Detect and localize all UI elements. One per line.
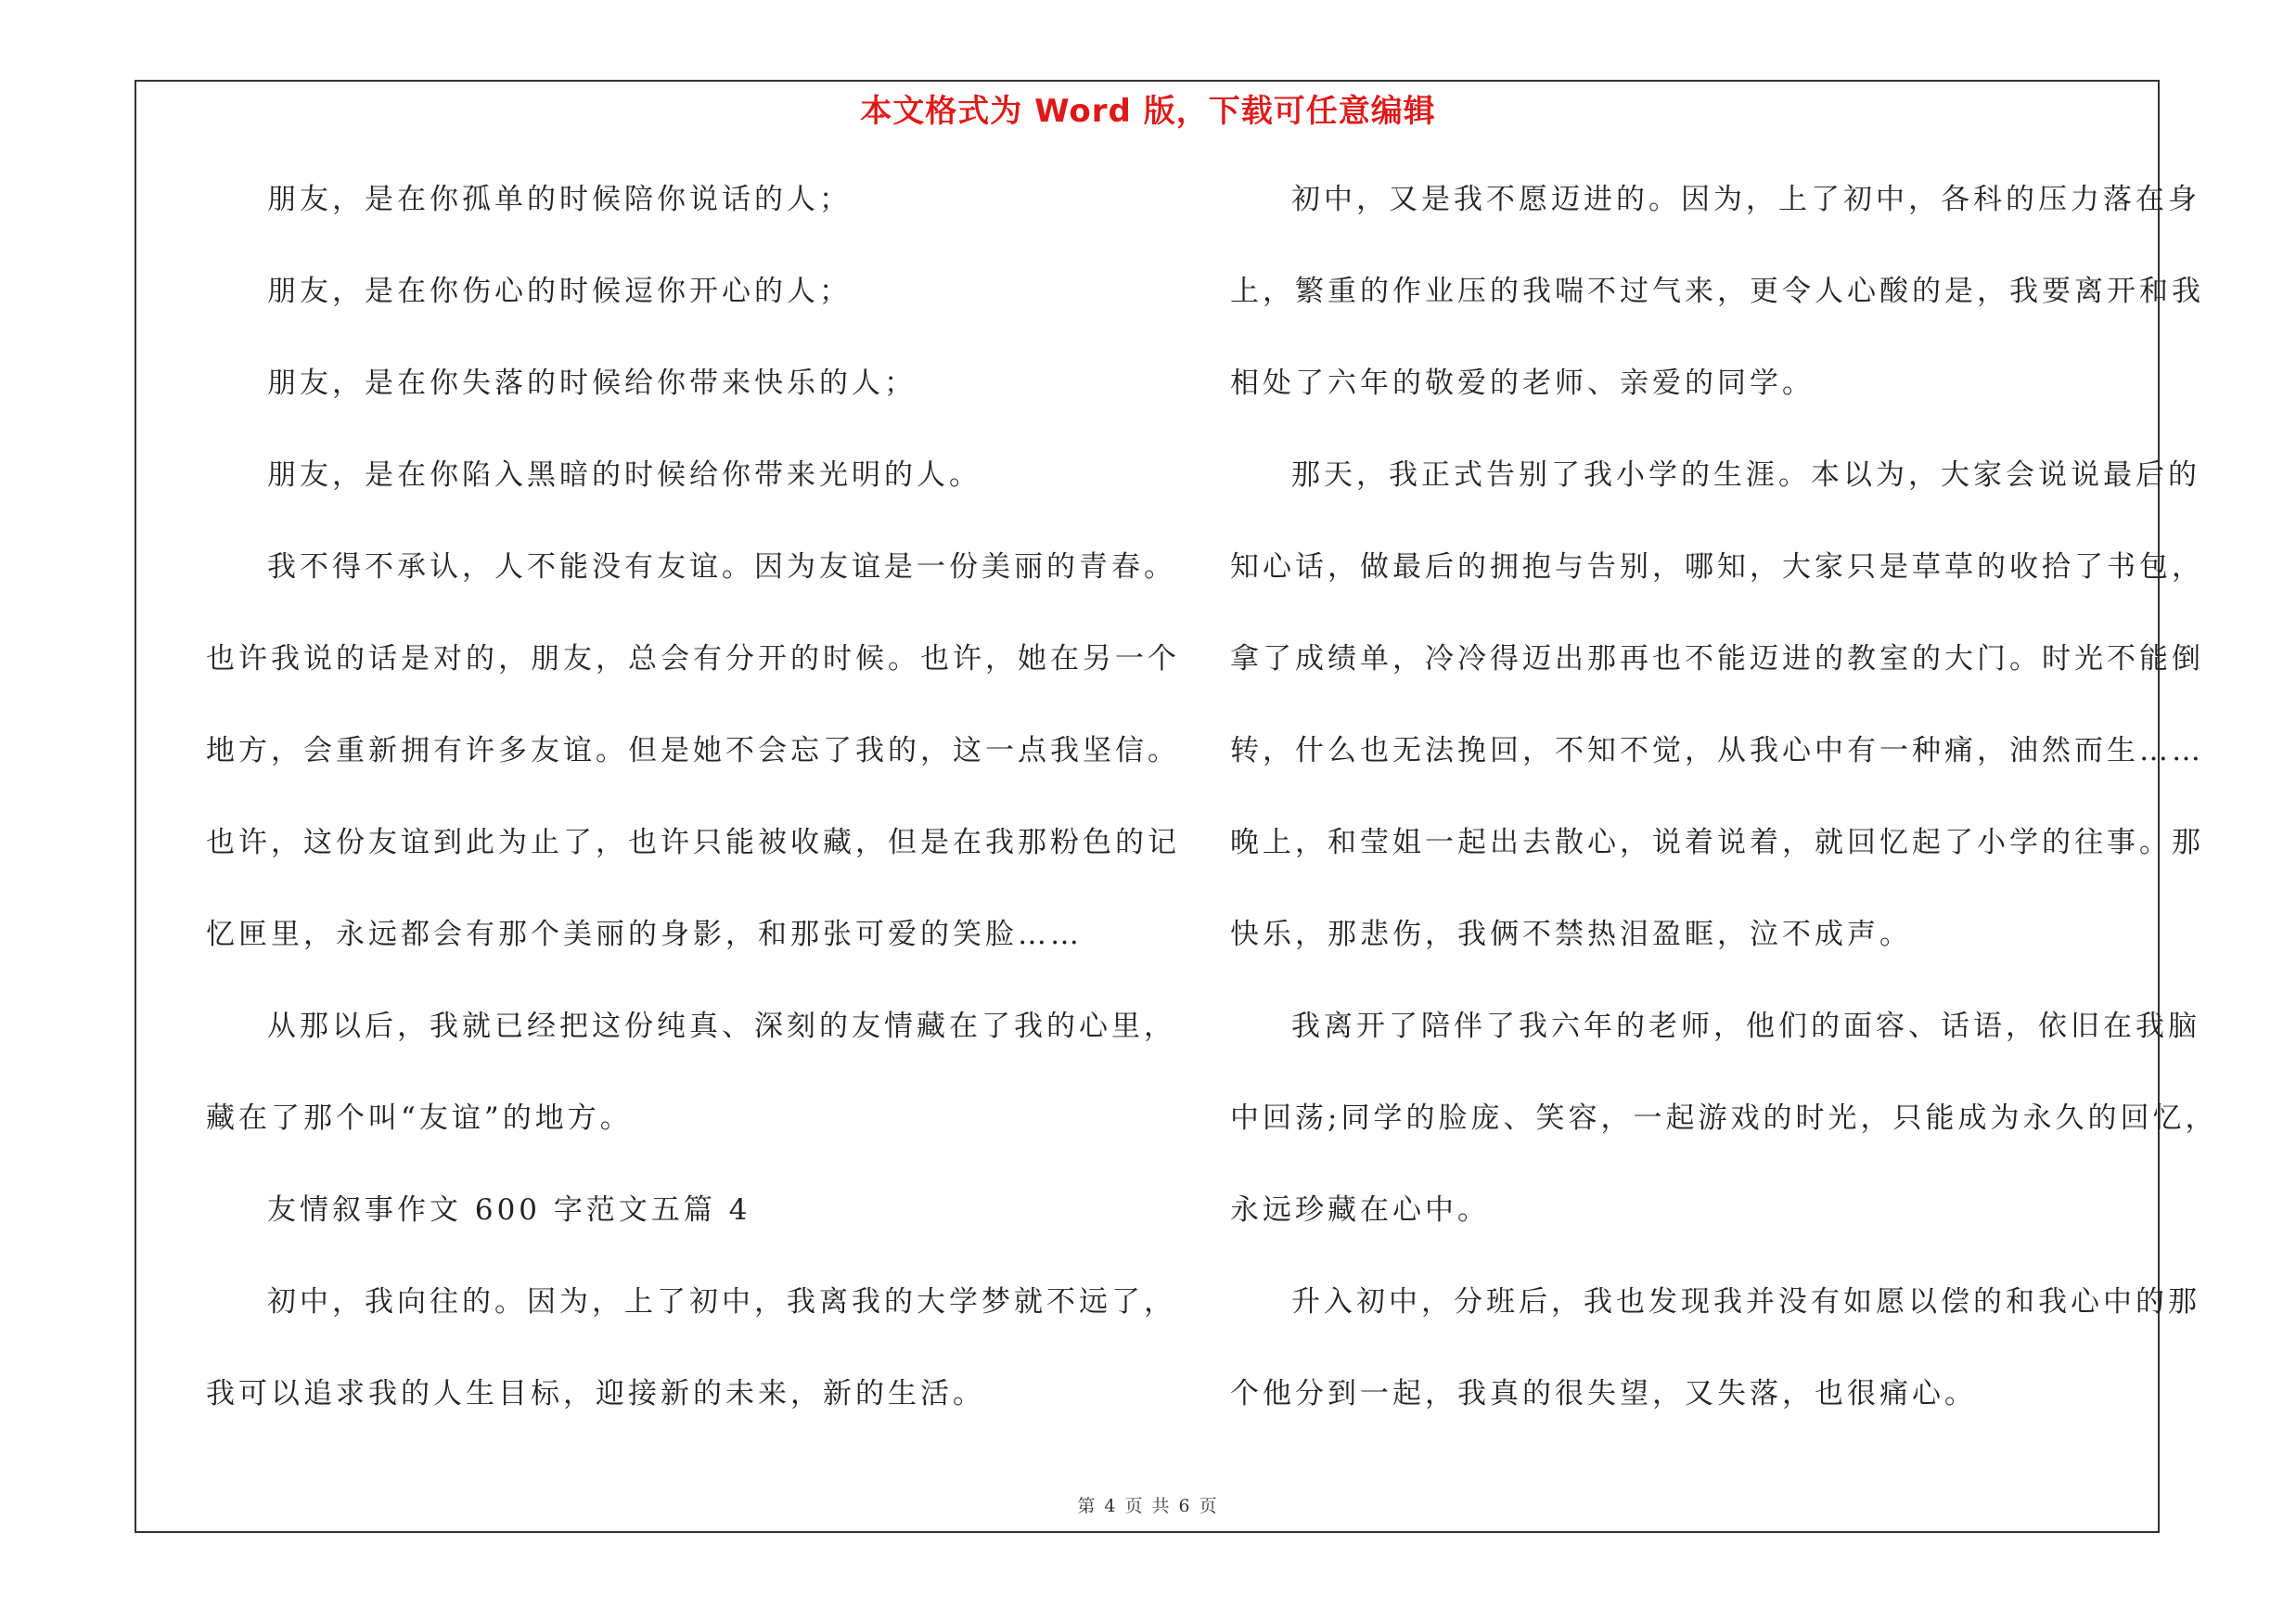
paragraph-line: 我离开了陪伴了我六年的老师，他们的面容、话语，依旧在我脑 xyxy=(1291,1010,2200,1043)
paragraph-line: 相处了六年的敬爱的老师、亲爱的同学。 xyxy=(1230,367,1815,400)
paragraph-line: 转，什么也无法挽回，不知不觉，从我心中有一种痛，油然而生…… xyxy=(1230,734,2204,767)
section-heading: 友情叙事作文 600 字范文五篇 4 xyxy=(267,1193,751,1227)
paragraph-line: 知心话，做最后的拥抱与告别，哪知，大家只是草草的收拾了书包， xyxy=(1230,550,2204,584)
paragraph-line: 朋友，是在你失落的时候给你带来快乐的人； xyxy=(267,367,917,400)
paragraph-line: 地方，会重新拥有许多友谊。但是她不会忘了我的，这一点我坚信。 xyxy=(206,734,1180,767)
paragraph-line: 升入初中，分班后，我也发现我并没有如愿以偿的和我心中的那 xyxy=(1291,1285,2200,1319)
paragraph-line: 永远珍藏在心中。 xyxy=(1230,1193,1490,1227)
paragraph-line: 上，繁重的作业压的我喘不过气来，更令人心酸的是，我要离开和我 xyxy=(1230,275,2204,308)
paragraph-line: 拿了成绩单，冷冷得迈出那再也不能迈进的教室的大门。时光不能倒 xyxy=(1230,642,2204,676)
page-number: 第 4 页 共 6 页 xyxy=(1077,1496,1219,1516)
format-banner: 本文格式为 Word 版，下载可任意编辑 xyxy=(860,93,1436,130)
paragraph-line: 朋友，是在你孤单的时候陪你说话的人； xyxy=(267,183,852,216)
paragraph-line: 个他分到一起，我真的很失望，又失落，也很痛心。 xyxy=(1230,1377,1977,1410)
paragraph-line: 朋友，是在你伤心的时候逗你开心的人； xyxy=(267,275,852,308)
paragraph-line: 我不得不承认，人不能没有友谊。因为友谊是一份美丽的青春。 xyxy=(267,550,1176,584)
paragraph-line: 那天，我正式告别了我小学的生涯。本以为，大家会说说最后的 xyxy=(1291,458,2200,492)
paragraph-line: 我可以追求我的人生目标，迎接新的未来，新的生活。 xyxy=(206,1377,985,1410)
paragraph-line: 快乐，那悲伤，我俩不禁热泪盈眶，泣不成声。 xyxy=(1230,918,1912,951)
paragraph-line: 初中，又是我不愿迈进的。因为，上了初中，各科的压力落在身 xyxy=(1291,183,2200,216)
paragraph-line: 忆匣里，永远都会有那个美丽的身影，和那张可爱的笑脸…… xyxy=(206,918,1083,951)
paragraph-line: 也许我说的话是对的，朋友，总会有分开的时候。也许，她在另一个 xyxy=(206,642,1180,676)
paragraph-line: 从那以后，我就已经把这份纯真、深刻的友情藏在了我的心里， xyxy=(267,1010,1176,1043)
paragraph-line: 晚上，和莹姐一起出去散心，说着说着，就回忆起了小学的往事。那 xyxy=(1230,826,2204,859)
paragraph-line: 藏在了那个叫“友谊”的地方。 xyxy=(206,1101,633,1135)
paragraph-line: 初中，我向往的。因为，上了初中，我离我的大学梦就不远了， xyxy=(267,1285,1176,1319)
paragraph-line: 也许，这份友谊到此为止了，也许只能被收藏，但是在我那粉色的记 xyxy=(206,826,1180,859)
paragraph-line: 中回荡;同学的脸庞、笑容，一起游戏的时光，只能成为永久的回忆， xyxy=(1230,1101,2218,1135)
paragraph-line: 朋友，是在你陷入黑暗的时候给你带来光明的人。 xyxy=(267,458,981,492)
